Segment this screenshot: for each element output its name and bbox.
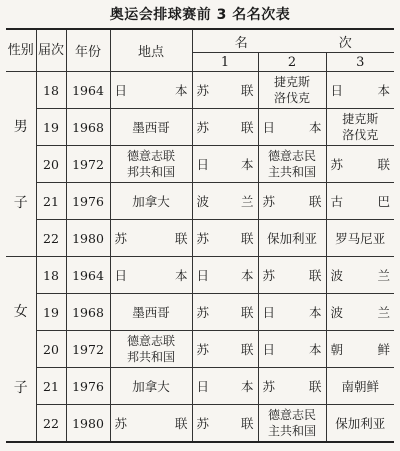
year-cell: 1980 [66,405,110,443]
edition-cell: 19 [36,109,66,146]
header-rank-2: 2 [258,53,326,72]
year-cell: 1972 [66,331,110,368]
table-row [6,183,394,220]
year-cell: 1972 [66,146,110,183]
year-cell: 1964 [66,257,110,294]
rank-1-cell: 苏 联 [192,109,258,146]
rank-3-cell: 罗马尼亚 [326,220,394,257]
edition-cell: 22 [36,405,66,443]
rank-2-cell: 苏 联 [258,183,326,220]
header-year: 年份 [66,29,110,72]
gender-char-2: 子 [13,195,28,211]
rank-1-cell: 苏 联 [192,331,258,368]
rank-3-cell: 南朝鲜 [326,368,394,405]
venue-cell: 加拿大 [110,368,192,405]
year-cell: 1968 [66,294,110,331]
rank-3-cell: 朝 鲜 [326,331,394,368]
rank-3-cell: 保加利亚 [326,405,394,443]
rank-3-cell: 苏 联 [326,146,394,183]
rank-2-cell: 日 本 [258,109,326,146]
table-body [6,72,394,443]
venue-cell: 加拿大 [110,183,192,220]
table-row [6,405,394,443]
edition-cell: 22 [36,220,66,257]
table-title: 奥运会排球赛前 3 名名次表 [109,7,291,23]
venue-cell: 苏 联 [110,405,192,443]
rank-2-cell: 苏 联 [258,257,326,294]
table-row [6,331,394,368]
rank-2-cell: 德意志民 主共和国 [258,146,326,183]
edition-cell: 20 [36,331,66,368]
table-row [6,72,394,109]
table-row [6,368,394,405]
rank-1-cell: 日 本 [192,146,258,183]
table-row [6,294,394,331]
rank-2-cell: 苏 联 [258,368,326,405]
venue-cell: 墨西哥 [110,294,192,331]
venue-cell: 苏 联 [110,220,192,257]
header-rank-group: 名 次 [192,29,394,53]
venue-cell: 日 本 [110,72,192,109]
rank-1-cell: 苏 联 [192,72,258,109]
year-cell: 1976 [66,183,110,220]
edition-cell: 19 [36,294,66,331]
header-rank-1: 1 [192,53,258,72]
gender-char-2: 子 [13,380,28,396]
gender-char-1: 男 [13,119,28,135]
year-cell: 1964 [66,72,110,109]
year-cell: 1980 [66,220,110,257]
rank-1-cell: 波 兰 [192,183,258,220]
year-cell: 1976 [66,368,110,405]
header-edition: 届次 [36,29,66,72]
venue-cell: 墨西哥 [110,109,192,146]
venue-cell: 日 本 [110,257,192,294]
table-row [6,220,394,257]
header-gender: 性别 [6,29,36,72]
rank-2-cell: 日 本 [258,331,326,368]
rank-3-cell: 捷克斯 洛伐克 [326,109,394,146]
rank-2-cell: 日 本 [258,294,326,331]
table-row [6,257,394,294]
edition-cell: 21 [36,368,66,405]
venue-cell: 德意志联 邦共和国 [110,331,192,368]
gender-char-1: 女 [13,304,28,320]
edition-cell: 20 [36,146,66,183]
table-row [6,109,394,146]
header-venue: 地点 [110,29,192,72]
rank-1-cell: 苏 联 [192,405,258,443]
olympic-volleyball-rank-table [6,28,394,443]
edition-cell: 18 [36,257,66,294]
rank-2-cell: 德意志民 主共和国 [258,405,326,443]
table-row [6,146,394,183]
year-cell: 1968 [66,109,110,146]
rank-1-cell: 日 本 [192,257,258,294]
rank-2-cell: 保加利亚 [258,220,326,257]
rank-3-cell: 古 巴 [326,183,394,220]
rank-1-cell: 苏 联 [192,220,258,257]
rank-3-cell: 波 兰 [326,294,394,331]
edition-cell: 18 [36,72,66,109]
rank-2-cell: 捷克斯 洛伐克 [258,72,326,109]
gender-cell [6,257,36,443]
venue-cell: 德意志联 邦共和国 [110,146,192,183]
rank-1-cell: 苏 联 [192,294,258,331]
gender-cell [6,72,36,257]
header-rank-3: 3 [326,53,394,72]
rank-1-cell: 日 本 [192,368,258,405]
rank-3-cell: 日 本 [326,72,394,109]
rank-3-cell: 波 兰 [326,257,394,294]
edition-cell: 21 [36,183,66,220]
